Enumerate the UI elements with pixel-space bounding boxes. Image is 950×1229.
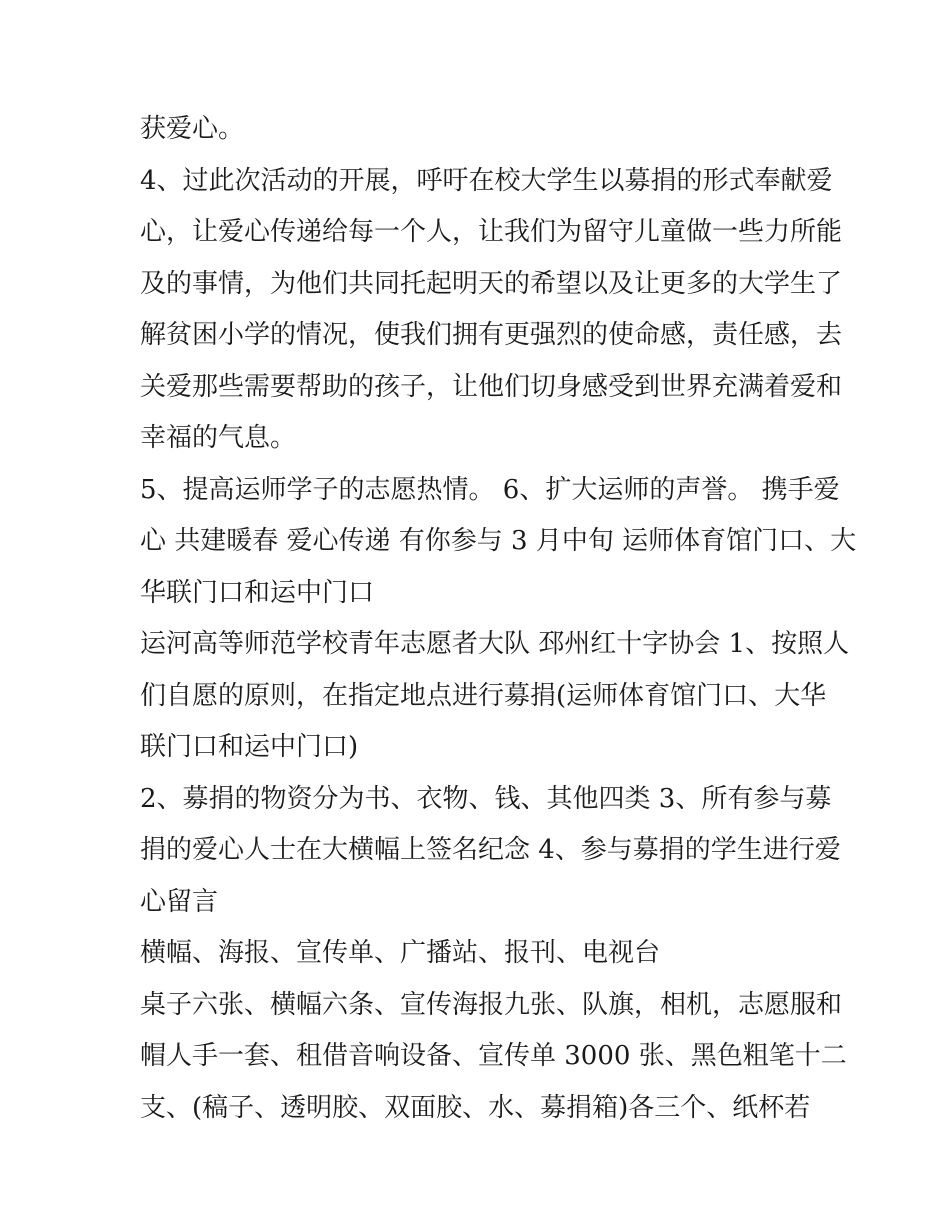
text-line: 心 共建暖春 爱心传递 有你参与 3 月中旬 运师体育馆门口、大	[140, 526, 857, 556]
text-line: 及的事情，为他们共同托起明天的希望以及让更多的大学生了	[140, 268, 843, 299]
text-line: 4、过此次活动的开展，呼吁在校大学生以募捐的形式奉献爱	[140, 165, 833, 196]
text-line: 们自愿的原则，在指定地点进行募捐(运师体育馆门口、大华	[140, 680, 827, 711]
document-body	[140, 104, 857, 1134]
text-line: 解贫困小学的情况，使我们拥有更强烈的使命感，责任感，去	[140, 320, 843, 350]
text-line: 横幅、海报、宣传单、广播站、报刊、电视台	[140, 938, 661, 968]
text-line: 关爱那些需要帮助的孩子，让他们切身感受到世界充满着爱和	[140, 371, 843, 402]
text-line: 帽人手一套、租借音响设备、宣传单 3000 张、黑色粗笔十二	[140, 1041, 847, 1071]
text-line: 桌子六张、横幅六条、宣传海报九张、队旗，相机，志愿服和	[140, 989, 843, 1020]
text-line: 捐的爱心人士在大横幅上签名纪念 4、参与募捐的学生进行爱	[140, 835, 841, 865]
text-line: 获爱心。	[140, 114, 245, 144]
text-line: 联门口和运中门口)	[140, 732, 359, 762]
text-line: 5、提高运师学子的志愿热情。 6、扩大运师的声誉。 携手爱	[140, 474, 840, 505]
text-line: 心留言	[140, 886, 219, 917]
text-line: 运河高等师范学校青年志愿者大队 邳州红十字协会 1、按照人	[140, 629, 850, 659]
text-line: 幸福的气息。	[140, 423, 297, 453]
text-line: 2、募捐的物资分为书、衣物、钱、其他四类 3、所有参与募	[140, 783, 832, 814]
text-line: 华联门口和运中门口	[140, 577, 375, 608]
text-line: 心，让爱心传递给每一个人，让我们为留守儿童做一些力所能	[140, 217, 843, 247]
text-line: 支、(稿子、透明胶、双面胶、水、募捐箱)各三个、纸杯若	[140, 1092, 811, 1123]
